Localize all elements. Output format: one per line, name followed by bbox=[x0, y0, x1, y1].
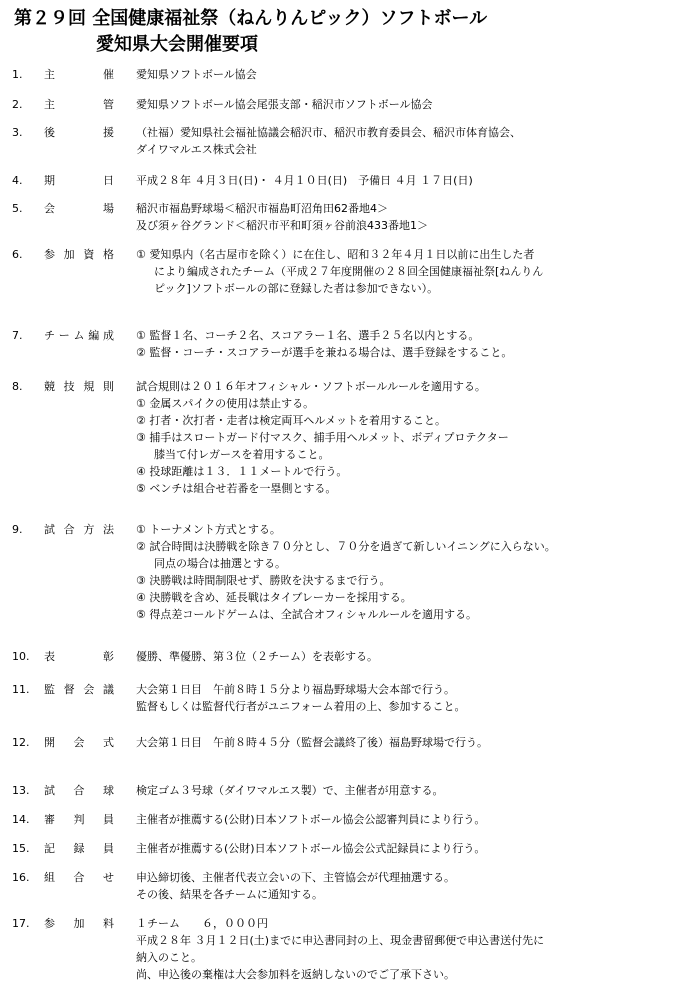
item-number: 6. bbox=[12, 248, 23, 261]
item-content bbox=[136, 811, 694, 828]
item-label bbox=[44, 124, 114, 141]
item-label-char: 監 bbox=[44, 683, 55, 696]
item-content-line: 膝当て付レガースを着用すること。 bbox=[154, 448, 330, 461]
item-number: 13. bbox=[12, 784, 30, 797]
item-content bbox=[136, 246, 694, 297]
item-label-char: 加 bbox=[73, 917, 85, 930]
item-number: 14. bbox=[12, 813, 30, 826]
item-label-char: 料 bbox=[103, 917, 114, 930]
item-label-char: せ bbox=[103, 871, 114, 884]
item-content-line: その後、結果を各チームに通知する。 bbox=[136, 888, 323, 901]
item-label-char: 録 bbox=[73, 842, 85, 855]
item-label-char: 則 bbox=[102, 380, 114, 393]
item-number: 12. bbox=[12, 736, 30, 749]
item-label-char: 参 bbox=[44, 917, 55, 930]
item-content-line: 検定ゴム３号球（ダイワマルエス製）で、主催者が用意する。 bbox=[136, 784, 444, 797]
item-content-line: 監督もしくは監督代行者がユニフォーム着用の上、参加すること。 bbox=[136, 700, 466, 713]
item-content-line: 愛知県ソフトボール協会尾張支部・稲沢市ソフトボール協会 bbox=[136, 98, 433, 111]
item-content-line: ② 打者・次打者・走者は検定両耳ヘルメットを着用すること。 bbox=[136, 414, 447, 427]
item-label-char: 試 bbox=[44, 523, 55, 536]
item-number: 10. bbox=[12, 650, 30, 663]
item-label-char: 管 bbox=[103, 98, 114, 111]
item-content-line: 同点の場合は抽選とする。 bbox=[154, 557, 286, 570]
item-content-line: 試合規則は２０１６年オフィシャル・ソフトボールルールを適用する。 bbox=[136, 380, 486, 393]
item-label-char: 会 bbox=[44, 202, 55, 215]
item-content bbox=[136, 172, 694, 189]
item-label-char: 期 bbox=[44, 174, 55, 187]
item-label bbox=[44, 681, 114, 698]
title-line-2: 愛知県大会開催要項 bbox=[96, 34, 258, 55]
item-label-char: 合 bbox=[73, 871, 85, 884]
item-label-char: 援 bbox=[103, 126, 114, 139]
item-label-char: 表 bbox=[44, 650, 55, 663]
item-label-char: 資 bbox=[83, 248, 95, 261]
item-content bbox=[136, 521, 694, 623]
document-title bbox=[14, 6, 487, 58]
item-content-line: 大会第１日目 午前８時４５分（監督会議終了後）福島野球場で行う。 bbox=[136, 736, 488, 749]
item-label-char: 球 bbox=[103, 784, 114, 797]
item-label-char: 合 bbox=[73, 784, 85, 797]
item-label-char: 場 bbox=[103, 202, 114, 215]
item-label bbox=[44, 66, 114, 83]
item-number: 2. bbox=[12, 98, 23, 111]
item-label-char: 法 bbox=[102, 523, 114, 536]
item-content-line: 尚、申込後の棄権は大会参加料を返納しないのでご了承下さい。 bbox=[136, 968, 455, 981]
item-content-line: ① 監督１名、コーチ２名、スコアラー１名、選手２５名以内とする。 bbox=[136, 329, 480, 342]
item-label bbox=[44, 782, 114, 799]
item-content bbox=[136, 66, 694, 83]
item-label-char: 記 bbox=[44, 842, 55, 855]
item-label bbox=[44, 96, 114, 113]
item-label-char: 判 bbox=[73, 813, 85, 826]
item-label-char: 規 bbox=[83, 380, 95, 393]
item-content-line: ④ 決勝戦を含め、延長戦はタイブレーカーを採用する。 bbox=[136, 591, 412, 604]
item-label-char: 成 bbox=[103, 329, 114, 342]
item-content-line: １チーム ６，０００円 bbox=[136, 917, 268, 930]
item-content-line: 稲沢市福島野球場＜稲沢市福島町沼角田62番地4＞ bbox=[136, 202, 388, 215]
item-label-char: 加 bbox=[63, 248, 75, 261]
item-content-line: 及び須ヶ谷グランド＜稲沢市平和町須ヶ谷前浪433番地1＞ bbox=[136, 219, 428, 232]
item-number: 17. bbox=[12, 917, 30, 930]
item-label-char: 議 bbox=[102, 683, 114, 696]
item-number: 5. bbox=[12, 202, 23, 215]
item-label-char: 開 bbox=[44, 736, 55, 749]
item-label-char: 員 bbox=[103, 813, 114, 826]
item-label-char: 参 bbox=[44, 248, 55, 261]
item-label bbox=[44, 811, 114, 828]
item-label-char: 式 bbox=[103, 736, 114, 749]
item-content bbox=[136, 782, 694, 799]
item-content-line: ② 試合時間は決勝戦を除き７０分とし、７０分を過ぎて新しいイニングに入らない。 bbox=[136, 540, 556, 553]
item-content-line: ⑤ 得点差コールドゲームは、全試合オフィシャルルールを適用する。 bbox=[136, 608, 477, 621]
item-content-line: ① トーナメント方式とする。 bbox=[136, 523, 281, 536]
item-label-char: ー bbox=[58, 329, 70, 342]
item-label-char: ム bbox=[73, 329, 85, 342]
item-label bbox=[44, 327, 114, 344]
item-content-line: ④ 投球距離は１３．１１メートルで行う。 bbox=[136, 465, 348, 478]
item-content-line: 納入のこと。 bbox=[136, 951, 202, 964]
item-label bbox=[44, 840, 114, 857]
item-content-line: 平成２８年 ３月１２日(土)までに申込書同封の上、現金書留郵便で申込書送付先に bbox=[136, 934, 545, 947]
item-number: 7. bbox=[12, 329, 23, 342]
item-label bbox=[44, 734, 114, 751]
item-label-char: 競 bbox=[44, 380, 55, 393]
item-content bbox=[136, 869, 694, 903]
item-number: 16. bbox=[12, 871, 30, 884]
item-label-char: 会 bbox=[83, 683, 95, 696]
item-content-line: ③ 決勝戦は時間制限せず、勝敗を決するまで行う。 bbox=[136, 574, 391, 587]
item-label bbox=[44, 172, 114, 189]
item-content bbox=[136, 378, 694, 497]
item-label bbox=[44, 246, 114, 263]
item-content-line: により編成されたチーム（平成２７年度開催の２８回全国健康福祉祭[ねんりん bbox=[154, 265, 544, 278]
item-label-char: 員 bbox=[103, 842, 114, 855]
item-label-char: 組 bbox=[44, 871, 55, 884]
item-content-line: ③ 捕手はスロートガード付マスク、捕手用ヘルメット、ボディプロテクター bbox=[136, 431, 509, 444]
item-content bbox=[136, 681, 694, 715]
item-content-line: ① 金属スパイクの使用は禁止する。 bbox=[136, 397, 315, 410]
item-label-char: 催 bbox=[103, 68, 114, 81]
item-number: 9. bbox=[12, 523, 23, 536]
item-number: 1. bbox=[12, 68, 23, 81]
item-number: 8. bbox=[12, 380, 23, 393]
item-content-line: ピック]ソフトボールの部に登録した者は参加できない）。 bbox=[154, 282, 439, 295]
item-number: 15. bbox=[12, 842, 30, 855]
item-label bbox=[44, 869, 114, 886]
item-label bbox=[44, 521, 114, 538]
item-label-char: 格 bbox=[102, 248, 114, 261]
item-content-line: 主催者が推薦する(公財)日本ソフトボール協会公式記録員により行う。 bbox=[136, 842, 486, 855]
item-label bbox=[44, 648, 114, 665]
item-content bbox=[136, 96, 694, 113]
item-content-line: 主催者が推薦する(公財)日本ソフトボール協会公認審判員により行う。 bbox=[136, 813, 486, 826]
item-label-char: 審 bbox=[44, 813, 55, 826]
item-label-char: 後 bbox=[44, 126, 55, 139]
title-line-1: 第２９回 全国健康福祉祭（ねんりんピック）ソフトボール bbox=[14, 8, 488, 29]
item-content-line: ② 監督・コーチ・スコアラーが選手を兼ねる場合は、選手登録をすること。 bbox=[136, 346, 513, 359]
item-content-line: 平成２８年 ４月３日(日)・ ４月１０日(日) 予備日 ４月 １７日(日) bbox=[136, 174, 473, 187]
item-label-char: 主 bbox=[44, 98, 55, 111]
item-content bbox=[136, 734, 694, 751]
item-content-line: 申込締切後、主催者代表立会いの下、主管協会が代理抽選する。 bbox=[136, 871, 455, 884]
item-content bbox=[136, 915, 694, 983]
item-number: 4. bbox=[12, 174, 23, 187]
item-label bbox=[44, 378, 114, 395]
item-label bbox=[44, 915, 114, 932]
item-label-char: 試 bbox=[44, 784, 55, 797]
item-label-char: 技 bbox=[63, 380, 75, 393]
item-content bbox=[136, 124, 694, 158]
item-label-char: チ bbox=[44, 329, 55, 342]
item-label-char: 編 bbox=[88, 329, 100, 342]
item-content-line: ⑤ ベンチは組合せ若番を一塁側とする。 bbox=[136, 482, 337, 495]
item-content bbox=[136, 200, 694, 234]
item-content-line: （社福）愛知県社会福祉協議会稲沢市、稲沢市教育委員会、稲沢市体育協会、 bbox=[136, 126, 521, 139]
item-content bbox=[136, 327, 694, 361]
item-label-char: 方 bbox=[83, 523, 95, 536]
item-label bbox=[44, 200, 114, 217]
item-label-char: 督 bbox=[63, 683, 75, 696]
item-content-line: ① 愛知県内（名古屋市を除く）に在住し、昭和３２年４月１日以前に出生した者 bbox=[136, 248, 535, 261]
item-number: 11. bbox=[12, 683, 30, 696]
item-content-line: ダイワマルエス株式会社 bbox=[136, 143, 257, 156]
item-label-char: 日 bbox=[103, 174, 114, 187]
item-label-char: 彰 bbox=[103, 650, 114, 663]
item-content bbox=[136, 648, 694, 665]
item-label-char: 合 bbox=[63, 523, 75, 536]
item-label-char: 会 bbox=[73, 736, 85, 749]
item-label-char: 主 bbox=[44, 68, 55, 81]
item-content-line: 優勝、準優勝、第３位（２チーム）を表彰する。 bbox=[136, 650, 378, 663]
item-content-line: 大会第１日目 午前８時１５分より福島野球場大会本部で行う。 bbox=[136, 683, 455, 696]
item-number: 3. bbox=[12, 126, 23, 139]
item-content-line: 愛知県ソフトボール協会 bbox=[136, 68, 257, 81]
item-content bbox=[136, 840, 694, 857]
